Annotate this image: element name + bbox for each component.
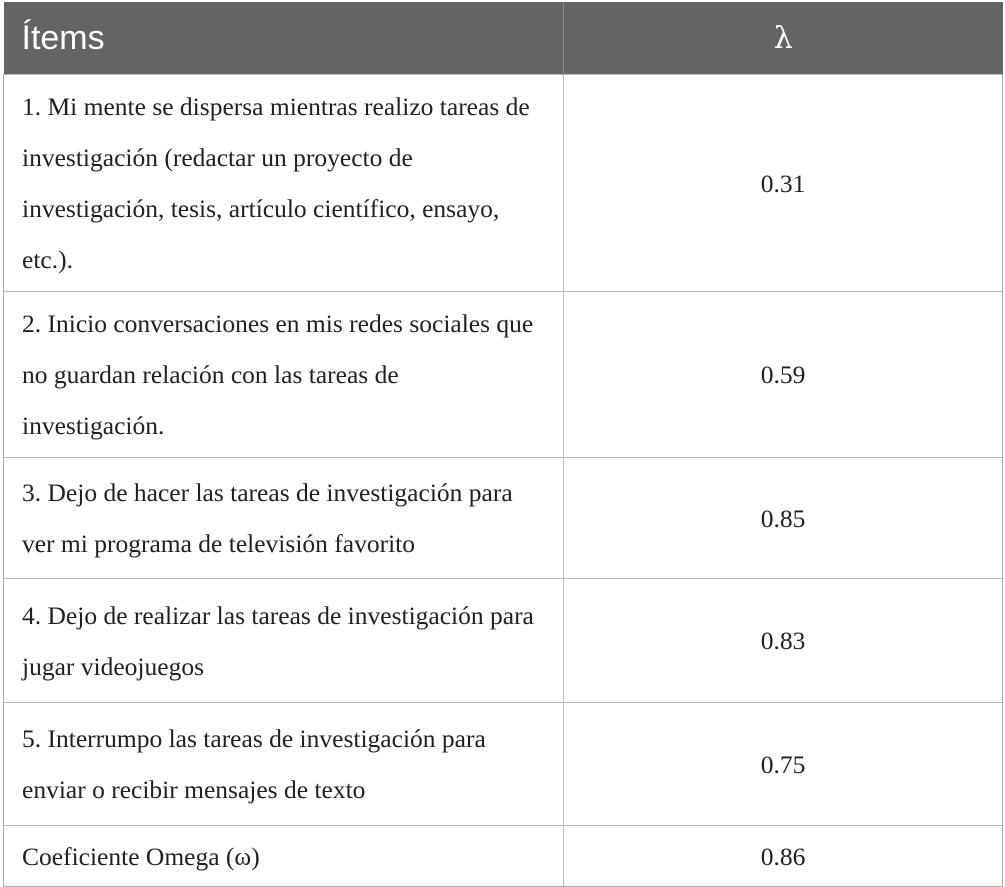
item-text: 1. Mi mente se dispersa mientras realizo tareas de investigación (redactar un proyecto de investigación, tesis, artículo científico, ensayo, etc.). <box>4 75 564 292</box>
item-text: 4. Dejo de realizar las tareas de investigación para jugar videojuegos <box>4 579 564 703</box>
lambda-value: 0.59 <box>564 292 1003 458</box>
table-header-row <box>4 2 1003 75</box>
omega-label: Coeficiente Omega (ω) <box>4 826 564 887</box>
reliability-table-container <box>3 2 1002 887</box>
table-row <box>4 292 1003 458</box>
item-text: 5. Interrumpo las tareas de investigación para enviar o recibir mensajes de texto <box>4 703 564 826</box>
lambda-value: 0.75 <box>564 703 1003 826</box>
reliability-table <box>3 2 1003 887</box>
table-row-omega <box>4 826 1003 887</box>
column-header-items: Ítems <box>4 2 564 75</box>
table-row <box>4 703 1003 826</box>
omega-value: 0.86 <box>564 826 1003 887</box>
item-text: 2. Inicio conversaciones en mis redes sociales que no guardan relación con las tareas de investigación. <box>4 292 564 458</box>
table-row <box>4 458 1003 579</box>
table-row <box>4 579 1003 703</box>
lambda-value: 0.83 <box>564 579 1003 703</box>
lambda-value: 0.85 <box>564 458 1003 579</box>
item-text: 3. Dejo de hacer las tareas de investigación para ver mi programa de televisión favorito <box>4 458 564 579</box>
column-header-lambda: λ <box>564 2 1003 75</box>
table-row <box>4 75 1003 292</box>
lambda-value: 0.31 <box>564 75 1003 292</box>
